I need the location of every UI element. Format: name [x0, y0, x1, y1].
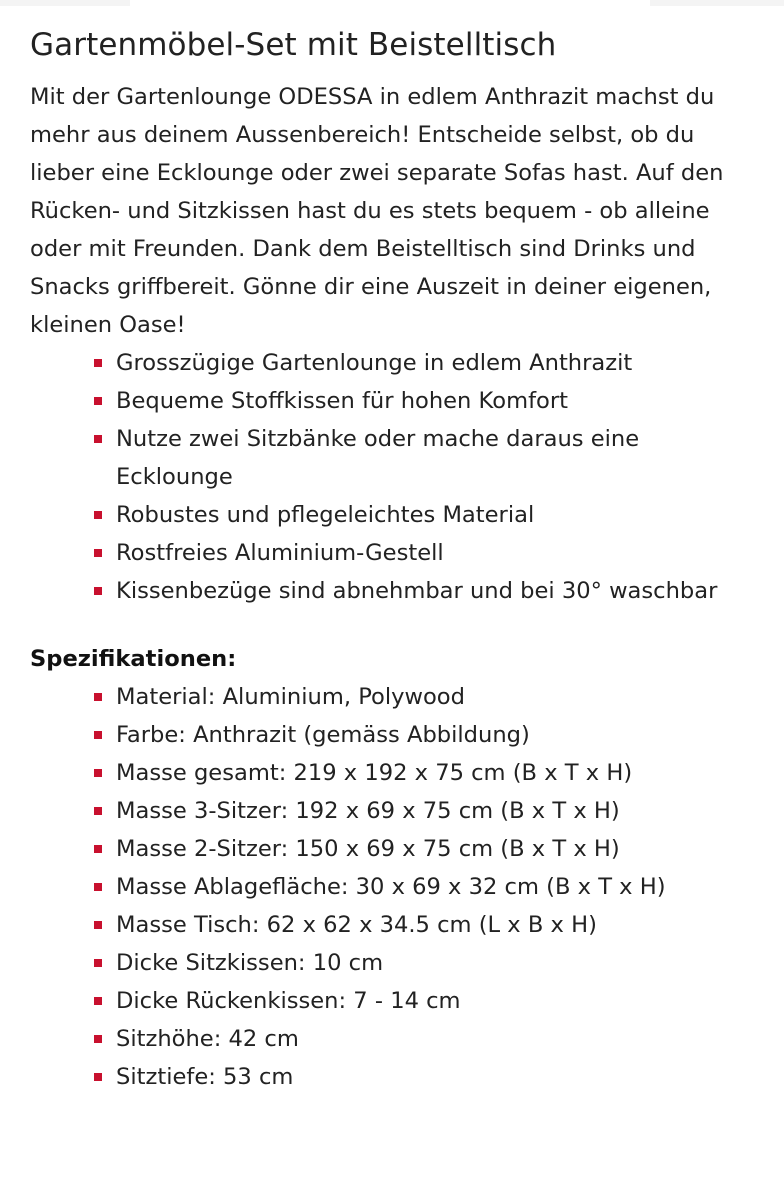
spec-item-label: Masse gesamt: 219 x 192 x 75 cm (B x T x H)	[116, 760, 633, 786]
spec-item	[92, 982, 754, 1020]
spec-item-label: Masse 3-Sitzer: 192 x 69 x 75 cm (B x T x H)	[116, 798, 620, 824]
spec-item	[92, 906, 754, 944]
spec-item-label: Dicke Rückenkissen: 7 - 14 cm	[116, 988, 461, 1014]
feature-item	[92, 344, 754, 382]
page-title: Gartenmöbel-Set mit Beistelltisch	[30, 27, 557, 63]
feature-item-label: Bequeme Stoffkissen für hohen Komfort	[116, 388, 569, 414]
square-bullet-icon	[94, 1035, 102, 1043]
feature-item	[92, 420, 754, 496]
square-bullet-icon	[94, 769, 102, 777]
spec-item	[92, 754, 754, 792]
spec-item-label: Sitzhöhe: 42 cm	[116, 1026, 299, 1052]
feature-item-label: Kissenbezüge sind abnehmbar und bei 30° waschbar	[116, 578, 718, 604]
square-bullet-icon	[94, 435, 102, 443]
spec-item-label: Material: Aluminium, Polywood	[116, 684, 465, 710]
square-bullet-icon	[94, 845, 102, 853]
spec-item	[92, 944, 754, 982]
spec-item-label: Masse Ablagefläche: 30 x 69 x 32 cm (B x T x H)	[116, 874, 666, 900]
square-bullet-icon	[94, 997, 102, 1005]
spec-item-label: Dicke Sitzkissen: 10 cm	[116, 950, 384, 976]
square-bullet-icon	[94, 511, 102, 519]
feature-item	[92, 534, 754, 572]
spec-item	[92, 830, 754, 868]
spec-item-label: Masse 2-Sitzer: 150 x 69 x 75 cm (B x T x H)	[116, 836, 620, 862]
square-bullet-icon	[94, 549, 102, 557]
feature-item-label: Rostfreies Aluminium-Gestell	[116, 540, 444, 566]
square-bullet-icon	[94, 587, 102, 595]
spec-item-label: Farbe: Anthrazit (gemäss Abbildung)	[116, 722, 530, 748]
feature-list	[30, 344, 754, 610]
square-bullet-icon	[94, 359, 102, 367]
square-bullet-icon	[94, 1073, 102, 1081]
spec-item-label: Masse Tisch: 62 x 62 x 34.5 cm (L x B x H)	[116, 912, 597, 938]
product-description: Mit der Gartenlounge ODESSA in edlem Anthrazit machst du mehr aus deinem Aussenbereich! Entscheide selbst, ob du lieber eine Ecklounge oder zwei separate Sofas hast. Auf den Rücken- und Sitzkissen hast du es stets bequem - ob alleine oder mit Freunden. Dank dem Beistelltisch sind Drinks und Snacks griffbereit. Gönne dir eine Auszeit in deiner eigenen, kleinen Oase!	[30, 84, 724, 338]
feature-item-label: Robustes und pflegeleichtes Material	[116, 502, 535, 528]
spec-item-label: Sitztiefe: 53 cm	[116, 1064, 294, 1090]
feature-item	[92, 382, 754, 420]
product-description-section	[30, 0, 754, 1096]
spec-item	[92, 1020, 754, 1058]
square-bullet-icon	[94, 731, 102, 739]
spec-item	[92, 716, 754, 754]
square-bullet-icon	[94, 959, 102, 967]
specs-heading: Spezifikationen:	[30, 646, 237, 672]
square-bullet-icon	[94, 693, 102, 701]
feature-item-label: Nutze zwei Sitzbänke oder mache daraus eine Ecklounge	[116, 426, 640, 490]
square-bullet-icon	[94, 397, 102, 405]
spec-list	[30, 678, 754, 1096]
feature-item	[92, 572, 754, 610]
spec-item	[92, 1058, 754, 1096]
spec-item	[92, 792, 754, 830]
feature-item	[92, 496, 754, 534]
spec-item	[92, 678, 754, 716]
square-bullet-icon	[94, 883, 102, 891]
square-bullet-icon	[94, 807, 102, 815]
spec-item	[92, 868, 754, 906]
square-bullet-icon	[94, 921, 102, 929]
feature-item-label: Grosszügige Gartenlounge in edlem Anthrazit	[116, 350, 633, 376]
